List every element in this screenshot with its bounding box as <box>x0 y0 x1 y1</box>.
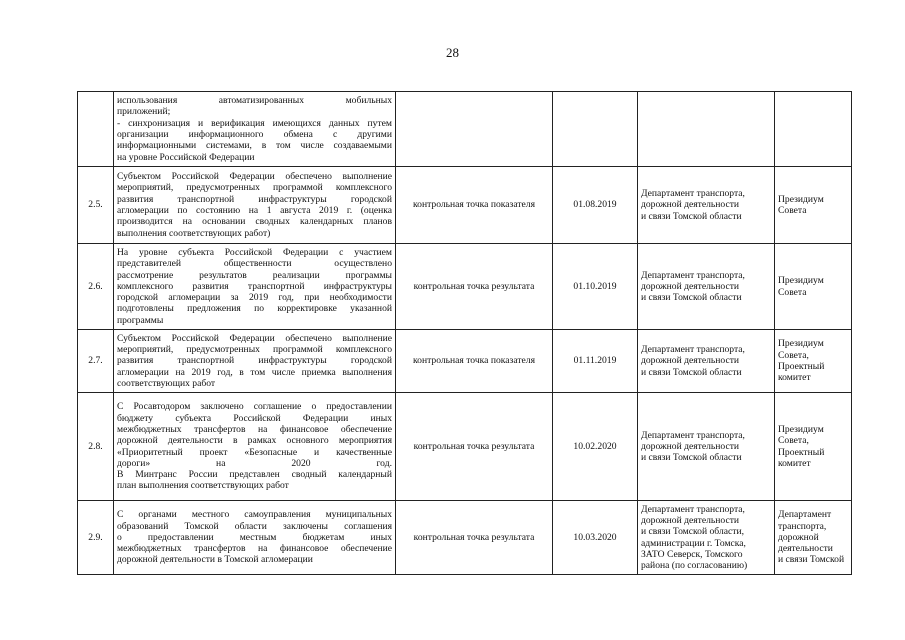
control-line: Президиум Совета, <box>778 423 824 447</box>
description-line: использования автоматизированных мобильных <box>117 95 392 107</box>
description-line: агломерации по состоянию на 1 августа 2019 г. (оценка <box>117 205 392 216</box>
plan-table <box>77 91 852 575</box>
checkpoint-type: контрольная точка результата <box>396 244 553 330</box>
page-number: 28 <box>446 45 459 60</box>
description-line: развития транспортной инфраструктуры городской <box>117 193 392 205</box>
control-line: транспорта, <box>778 520 827 532</box>
description-line: выполнения соответствующих работ) <box>117 227 271 239</box>
checkpoint-date <box>553 92 638 167</box>
row-number <box>78 92 114 167</box>
checkpoint-type: контрольная точка показателя <box>396 330 553 393</box>
responsible-line: дорожной деятельности <box>641 280 740 292</box>
control-line: Проектный комитет <box>778 361 825 384</box>
description-line: представителей общественности осуществлено <box>117 258 392 270</box>
table-row <box>78 393 852 501</box>
control-body <box>775 244 852 330</box>
responsible <box>638 92 775 167</box>
description-line: информационными системами, в том числе создаваемыми <box>117 140 392 152</box>
description-line: На уровне субъекта Российской Федерации с участием <box>117 246 392 258</box>
control-body <box>775 330 852 393</box>
description-line: Субъектом Российской Федерации обеспечено выполнение <box>117 332 392 344</box>
responsible-line: дорожной деятельности <box>641 514 740 526</box>
description-line: подготовлены предложения по корректировке указанной <box>117 303 392 315</box>
responsible <box>638 330 775 393</box>
description-line: мероприятий, предусмотренных программой комплексного <box>117 182 392 194</box>
control-line: Президиум Совета, <box>778 338 824 361</box>
row-number: 2.9. <box>78 501 114 575</box>
row-description <box>114 244 396 330</box>
responsible <box>638 501 775 575</box>
description-line: городской агломерации за 2019 год, при необходимости <box>117 292 392 304</box>
plan-table-body <box>78 92 852 575</box>
responsible <box>638 167 775 244</box>
table-row <box>78 167 852 244</box>
description-line: С органами местного самоуправления муниципальных <box>117 509 392 521</box>
description-line: образований Томской области заключены соглашения <box>117 520 392 532</box>
checkpoint-date: 01.11.2019 <box>553 330 638 393</box>
description-line: рассмотрение результатов реализации программы <box>117 269 392 281</box>
row-description <box>114 501 396 575</box>
checkpoint-type <box>396 92 553 167</box>
checkpoint-date: 01.10.2019 <box>553 244 638 330</box>
description-line: на уровне Российской Федерации <box>117 151 255 163</box>
responsible-line: и связи Томской области <box>641 452 742 464</box>
control-line: и связи Томской <box>778 554 845 566</box>
description-line: межбюджетных трансфертов на финансовое обеспечение <box>117 543 392 555</box>
table-row <box>78 501 852 575</box>
responsible-line: Департамент транспорта, <box>641 503 745 515</box>
control-body <box>775 393 852 501</box>
responsible-line: и связи Томской области <box>641 366 742 378</box>
responsible-line: администрации г. Томска, <box>641 537 746 549</box>
description-line: соответствующих работ <box>117 377 216 389</box>
control-line: Президиум Совета <box>778 275 824 298</box>
checkpoint-type: контрольная точка показателя <box>396 167 553 244</box>
description-line: мероприятий, предусмотренных программой комплексного <box>117 344 392 356</box>
description-line: «Приоритетный проект «Безопасные и качественные <box>117 446 392 458</box>
row-description <box>114 393 396 501</box>
description-line: агломерации на 2019 год, в том числе приемка выполнения <box>117 366 392 378</box>
checkpoint-type: контрольная точка результата <box>396 501 553 575</box>
description-line: о предоставлении местным бюджетам иных <box>117 531 392 543</box>
checkpoint-date: 01.08.2019 <box>553 167 638 244</box>
description-line: план выполнения соответствующих работ <box>117 480 289 492</box>
row-description <box>114 167 396 244</box>
description-line: комплексного развития транспортной инфраструктуры <box>117 280 392 292</box>
description-line: межбюджетных трансфертов на финансовое обеспечение <box>117 423 392 435</box>
description-line: организации информационного обмена с другими <box>117 129 392 140</box>
responsible-line: и связи Томской области <box>641 292 742 304</box>
control-line: Проектный комитет <box>778 446 825 469</box>
responsible-line: района (по согласованию) <box>641 560 748 572</box>
responsible-line: дорожной деятельности <box>641 199 740 211</box>
row-number: 2.8. <box>78 393 114 501</box>
row-description <box>114 92 396 167</box>
row-number: 2.6. <box>78 244 114 330</box>
responsible-line: дорожной деятельности <box>641 355 740 367</box>
responsible-line: Департамент транспорта, <box>641 344 745 356</box>
responsible-line: Департамент транспорта, <box>641 188 745 200</box>
description-line: дорожной деятельности в Томской агломерации <box>117 554 313 566</box>
checkpoint-type: контрольная точка результата <box>396 393 553 501</box>
description-line: Субъектом Российской Федерации обеспечено выполнение <box>117 171 392 183</box>
row-number: 2.7. <box>78 330 114 393</box>
table-row <box>78 330 852 393</box>
responsible-line: Департамент транспорта, <box>641 269 745 281</box>
row-number: 2.5. <box>78 167 114 244</box>
description-line: бюджету субъекта Российской Федерации иных <box>117 412 392 424</box>
responsible <box>638 244 775 330</box>
description-line: дороги» на 2020 год. <box>117 457 392 469</box>
description-line: дорожной деятельности в рамках основного мероприятия <box>117 435 392 447</box>
responsible <box>638 393 775 501</box>
description-line: - синхронизация и верификация имеющихся данных путем <box>117 117 392 129</box>
description-line: С Росавтодором заключено соглашение о предоставлении <box>117 401 392 413</box>
responsible-line: и связи Томской области, <box>641 526 744 538</box>
control-line: Департамент <box>778 509 832 521</box>
control-body <box>775 501 852 575</box>
control-body <box>775 92 852 167</box>
description-line: В Минтранс России представлен сводный календарный <box>117 469 392 481</box>
responsible-line: Департамент транспорта, <box>641 429 745 441</box>
description-line: программы <box>117 314 164 326</box>
table-row <box>78 92 852 167</box>
control-line: дорожной <box>778 531 819 543</box>
responsible-line: и связи Томской области <box>641 210 742 222</box>
description-line: производится на основании сводных календарных планов <box>117 216 392 228</box>
control-body <box>775 167 852 244</box>
control-line: деятельности <box>778 543 833 555</box>
responsible-line: дорожной деятельности <box>641 440 740 452</box>
checkpoint-date: 10.02.2020 <box>553 393 638 501</box>
table-row <box>78 244 852 330</box>
row-description <box>114 330 396 393</box>
responsible-line: ЗАТО Северск, Томского <box>641 548 743 560</box>
description-line: приложений; <box>117 106 171 118</box>
checkpoint-date: 10.03.2020 <box>553 501 638 575</box>
control-line: Президиум Совета <box>778 193 824 216</box>
description-line: развития транспортной инфраструктуры городской <box>117 355 392 367</box>
